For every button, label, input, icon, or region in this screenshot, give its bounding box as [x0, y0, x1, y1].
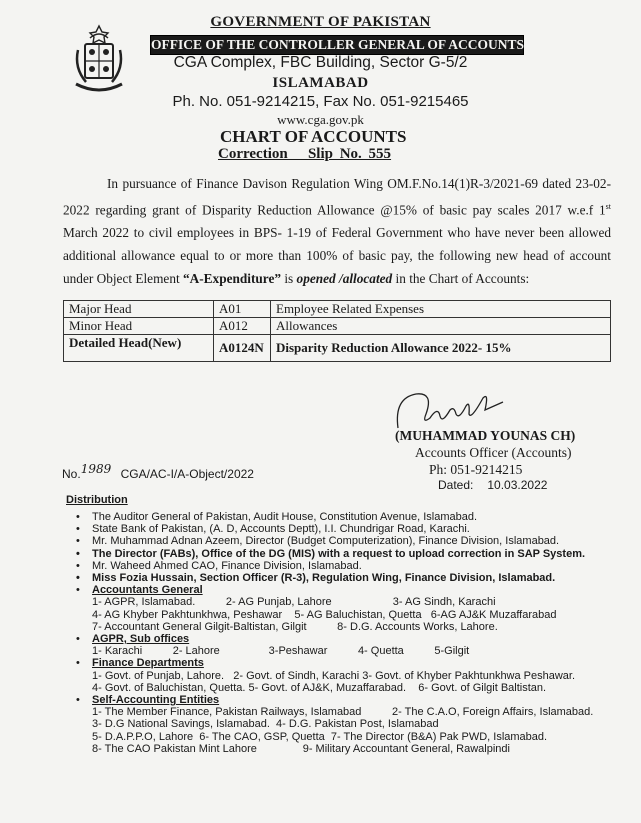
list-item: • Miss Fozia Hussain, Section Officer (R-3), Regulation Wing, Finance Division, Islamabad.: [76, 572, 626, 584]
list-item-accountants-general: [76, 584, 626, 633]
list-row: 1- Karachi 2- Lahore 3-Peshawar 4- Quetta 5-Gilgit: [92, 645, 470, 658]
list-row: 4- Govt. of Baluchistan, Quetta. 5- Govt. of AJ&K, Muzaffarabad. 6- Govt. of Gilgit Baltistan.: [92, 681, 547, 694]
list-item: • State Bank of Pakistan, (A. D, Accounts Deptt), I.I. Chundrigar Road, Karachi.: [76, 523, 626, 535]
document-title: CHART OF ACCOUNTS: [220, 127, 407, 146]
dated-label: Dated:: [438, 478, 474, 492]
ref-no-label: No.: [62, 467, 81, 481]
list-row: 1- AGPR, Islamabad. 2- AG Punjab, Lahore 3- AG Sindh, Karachi: [92, 596, 496, 609]
head-code: A012: [214, 318, 271, 335]
section-heading: AGPR, Sub offices: [92, 633, 190, 646]
head-description: Disparity Reduction Allowance 2022- 15%: [271, 335, 611, 362]
list-item-finance-departments: [76, 657, 626, 694]
office-heading: OFFICE OF THE CONTROLLER GENERAL OF ACCOUNTS: [150, 35, 524, 55]
list-item-self-accounting: [76, 694, 626, 755]
section-heading: Self-Accounting Entities: [92, 694, 220, 707]
table-row: [64, 318, 611, 335]
account-head-table: [63, 300, 611, 362]
head-description: Employee Related Expenses: [271, 301, 611, 318]
date-line: [438, 478, 547, 492]
distribution-list: [76, 511, 626, 755]
list-row: 5- D.A.P.P.O, Lahore 6- The CAO, GSP, Quetta 7- The Director (B&A) Pak PWD, Islamabad.: [92, 730, 548, 743]
list-row: 7- Accountant General Gilgit-Baltistan, Gilgit 8- D.G. Accounts Works, Lahore.: [92, 620, 498, 633]
list-item: • The Auditor General of Pakistan, Audit House, Constitution Avenue, Islamabad.: [76, 511, 626, 523]
office-website: www.cga.gov.pk: [277, 112, 364, 127]
distribution-heading: Distribution: [66, 494, 128, 506]
head-code: A01: [214, 301, 271, 318]
body-paragraph: In pursuance of Finance Davison Regulation Wing OM.F.No.14(1)R-3/2021-69 dated 23-02-2022 regarding grant of Disparity Reduction Allowance @15% of basic pay scales 2017 w.e.f 1st March 2022 to civil employees in BPS- 1-19 of Federal Government who have never been allowed additional allowance equal to or more than 100% of basic pay, the following new head of account under Object Element “A-Expenditure” is opened /allocated in the Chart of Accounts:: [63, 176, 611, 287]
head-label: Detailed Head(New): [64, 335, 214, 362]
signatory-title: Accounts Officer (Accounts): [415, 445, 572, 460]
reference-number: [62, 462, 254, 481]
handwritten-number: 1989: [80, 462, 112, 476]
head-label: Major Head: [64, 301, 214, 318]
government-heading: GOVERNMENT OF PAKISTAN: [210, 14, 431, 30]
list-item: • Mr. Waheed Ahmed CAO, Finance Division, Islamabad.: [76, 560, 626, 572]
list-item: • The Director (FABs), Office of the DG (MIS) with a request to upload correction in SAP System.: [76, 548, 626, 560]
list-row: 1- Govt. of Punjab, Lahore. 2- Govt. of Sindh, Karachi 3- Govt. of Khyber Pakhtunkhwa Peshawar.: [92, 669, 576, 682]
office-phone: Ph. No. 051-9214215, Fax No. 051-9215465: [172, 93, 469, 110]
list-row: 8- The CAO Pakistan Mint Lahore 9- Military Accountant General, Rawalpindi: [92, 742, 510, 755]
head-description: Allowances: [271, 318, 611, 335]
section-heading: Finance Departments: [92, 657, 204, 670]
ref-code: CGA/AC-I/A-Object/2022: [120, 467, 254, 481]
table-row: [64, 301, 611, 318]
list-row: 3- D.G National Savings, Islamabad. 4- D.G. Pakistan Post, Islamabad: [92, 718, 439, 731]
office-address: CGA Complex, FBC Building, Sector G-5/2: [173, 54, 468, 71]
signature-block: [395, 427, 575, 478]
signatory-name: (MUHAMMAD YOUNAS CH): [395, 428, 576, 443]
list-row: 1- The Member Finance, Pakistan Railways, Islamabad 2- The C.A.O, Foreign Affairs, Islamabad.: [92, 706, 594, 719]
list-item-agpr-sub-offices: [76, 633, 626, 657]
head-code: A0124N: [214, 335, 271, 362]
list-row: 4- AG Khyber Pakhtunkhwa, Peshawar 5- AG Baluchistan, Quetta 6-AG AJ&K Muzaffarabad: [92, 608, 557, 621]
date-value: 10.03.2022: [487, 478, 548, 492]
head-label: Minor Head: [64, 318, 214, 335]
table-row: [64, 335, 611, 362]
correction-slip-number: Correction Slip No. 555: [218, 146, 392, 162]
list-item: • Mr. Muhammad Adnan Azeem, Director (Budget Computerization), Finance Division, Islamabad.: [76, 535, 626, 547]
section-heading: Accountants General: [92, 584, 203, 597]
signatory-phone: Ph: 051-9214215: [429, 462, 523, 477]
office-city: ISLAMABAD: [272, 75, 369, 91]
